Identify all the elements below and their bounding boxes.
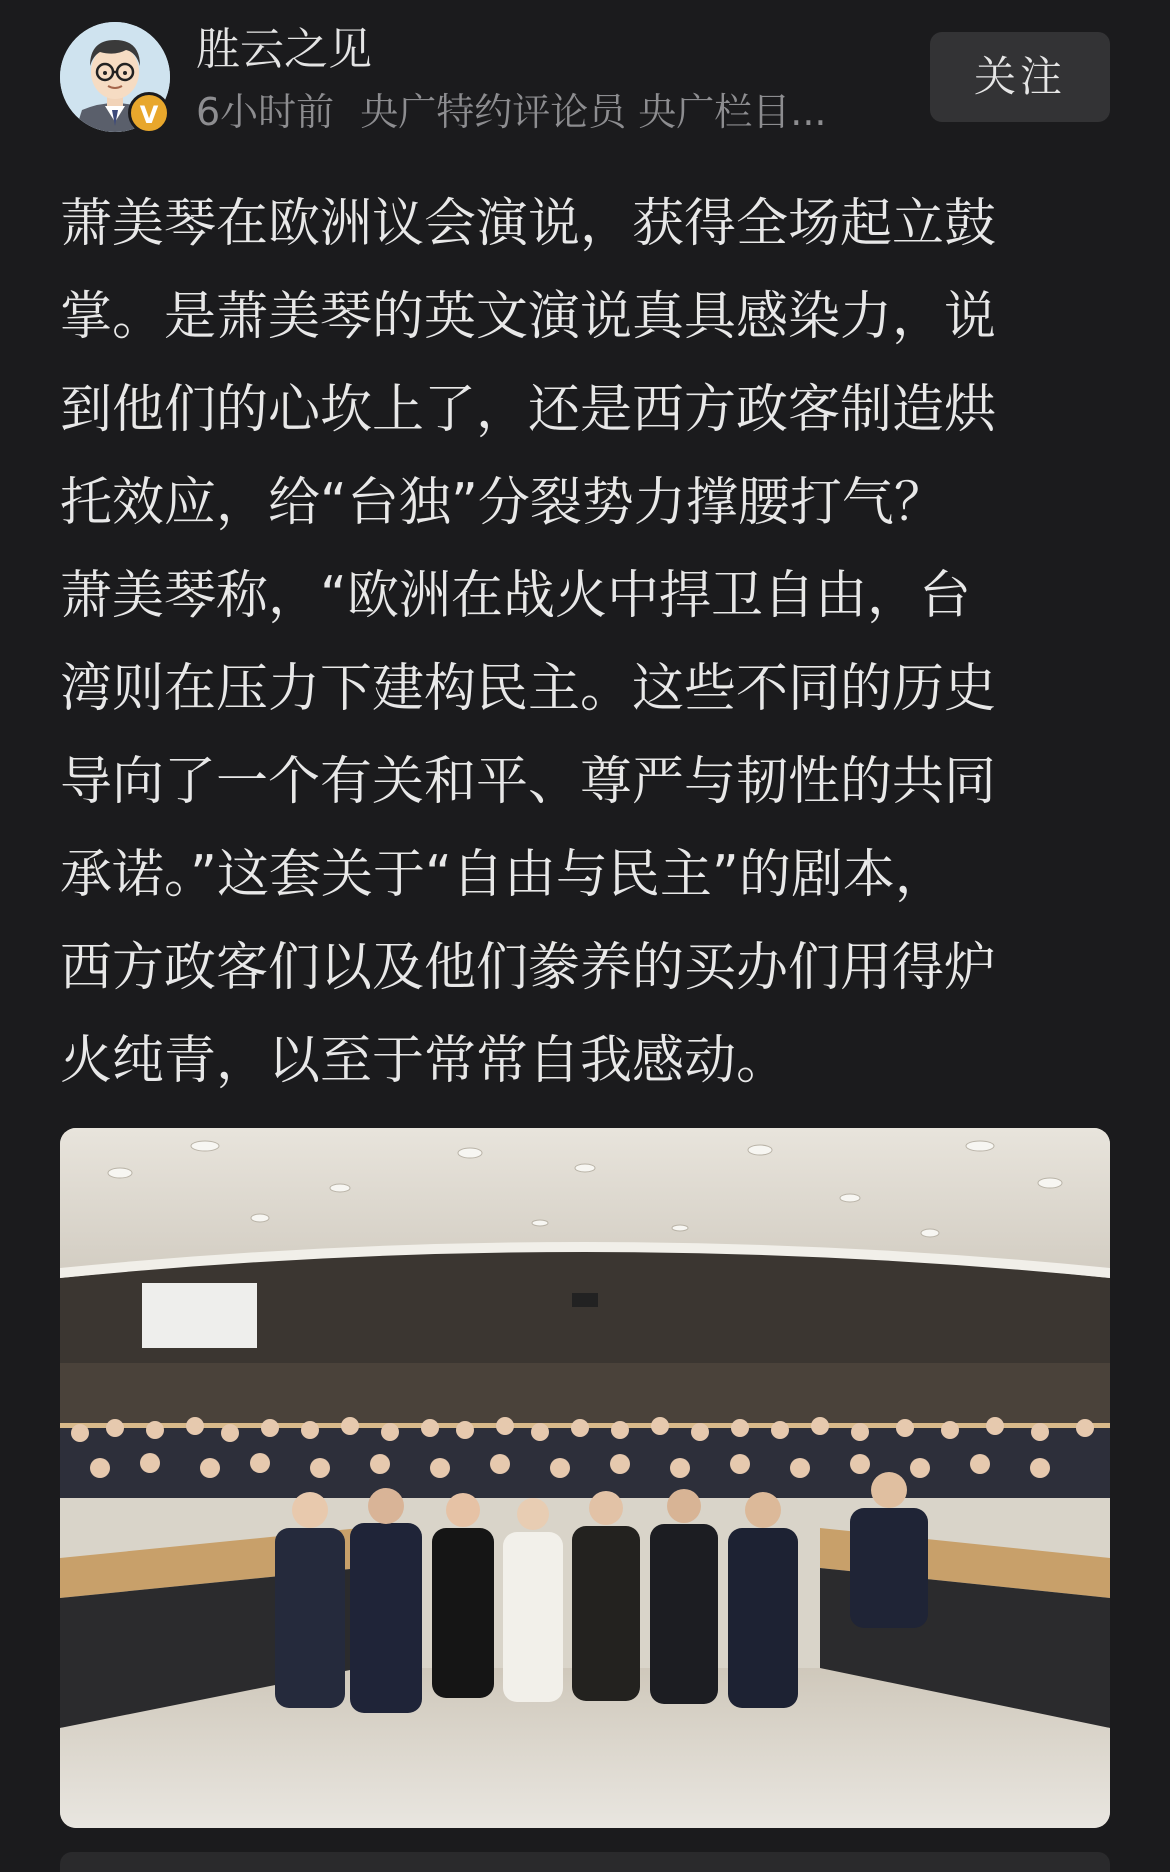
post-header [0, 0, 1170, 150]
post-text-line: 萧美琴在欧洲议会演说，获得全场起立鼓 [60, 194, 997, 254]
post-photo[interactable] [60, 1128, 1110, 1828]
post-text-line: 托效应，给“台独”分裂势力撑腰打气？ [60, 473, 946, 533]
post-text-line: 萧美琴称，“欧洲在战火中捍卫自由，台 [60, 566, 971, 626]
follow-button[interactable]: 关注 [930, 32, 1110, 122]
post-text-line: 西方政客们以及他们豢养的买办们用得炉 [60, 938, 997, 998]
verified-badge-icon: V [128, 92, 170, 134]
author-name[interactable]: 胜云之见 [196, 24, 372, 75]
author-meta [196, 86, 896, 138]
post-text-line: 到他们的心坎上了，还是西方政客制造烘 [60, 380, 997, 440]
post-text-line: 掌。是萧美琴的英文演说真具感染力，说 [60, 287, 997, 347]
post-time: 6小时前 [196, 90, 335, 134]
author-description: 央广特约评论员 央广栏目... [360, 90, 827, 134]
post-text-line: 湾则在压力下建构民主。这些不同的历史 [60, 659, 997, 719]
post-text-line: 火纯青，以至于常常自我感动。 [60, 1031, 789, 1091]
post-text [60, 178, 1120, 1108]
post-text-line: 导向了一个有关和平、尊严与韧性的共同 [60, 752, 997, 812]
post-text-line: 承诺。”这套关于“自由与民主”的剧本， [60, 845, 947, 905]
next-card-edge [60, 1852, 1110, 1872]
parliament-group-photo [60, 1128, 1110, 1828]
